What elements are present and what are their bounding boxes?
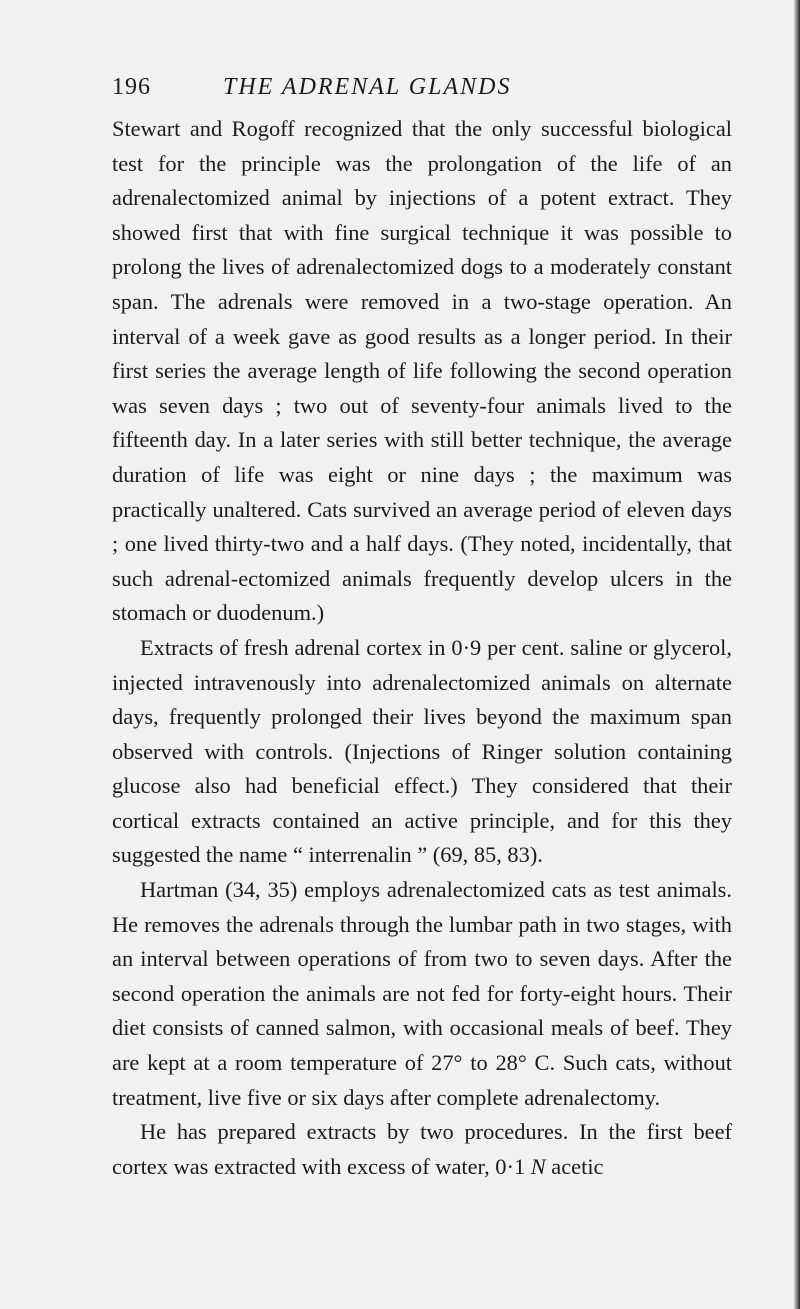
normality-symbol: N	[530, 1153, 546, 1179]
paragraph-procedures	[112, 1115, 732, 1184]
running-title: THE ADRENAL GLANDS	[223, 74, 512, 100]
procedures-text: He has prepared extracts by two procedures. In the first beef cortex was extracted with excess of water, 0·1	[112, 1119, 732, 1179]
page-edge-shadow	[794, 0, 800, 1309]
paragraph-hartman: Hartman (34, 35) employs adrenalectomized cats as test animals. He removes the adrenals through the lumbar path in two stages, with an interval between operations of from two to seven days. After the second operation the animals are not fed for forty-eight hours. Their diet consists of canned salmon, with occasional meals of beef. They are kept at a room temperature of 27° to 28° C. Such cats, without treatment, live five or six days after complete adrenalectomy.	[112, 877, 732, 1110]
procedures-tail: acetic	[545, 1153, 604, 1179]
paragraph-extracts: Extracts of fresh adrenal cortex in 0·9 per cent. saline or glycerol, injected intravenously into adrenalectomized animals on alternate days, frequently prolonged their lives beyond the maximum span observed with controls. (Injections of Ringer solution containing glucose also had beneficial effect.) They considered that their cortical extracts contained an active principle, and for this they suggested the name “ interrenalin ” (69, 85, 83).	[112, 634, 732, 868]
page-number: 196	[112, 74, 151, 100]
paragraph-stewart-rogoff: Stewart and Rogoff recognized that the only successful biological test for the principle was the prolongation of the life of an adrenalectomized animal by injections of a potent extract. They showed first that with fine surgical technique it was possible to prolong the lives of adrenalectomized dogs to a moderately constant span. The adrenals were removed in a two-stage operation. An interval of a week gave as good results as a longer period. In their first series the average length of life following the second operation was seven days ; two out of seventy-four animals lived to the fifteenth day. In a later series with still better technique, the average duration of life was eight or nine days ; the maximum was practically unaltered. Cats survived an average period of eleven days ; one lived thirty-two and a half days. (They noted, incidentally, that such adrenal-ectomized animals frequently develop ulcers in the stomach or duodenum.)	[112, 116, 732, 626]
running-head	[112, 74, 732, 110]
body-text	[112, 112, 732, 1184]
